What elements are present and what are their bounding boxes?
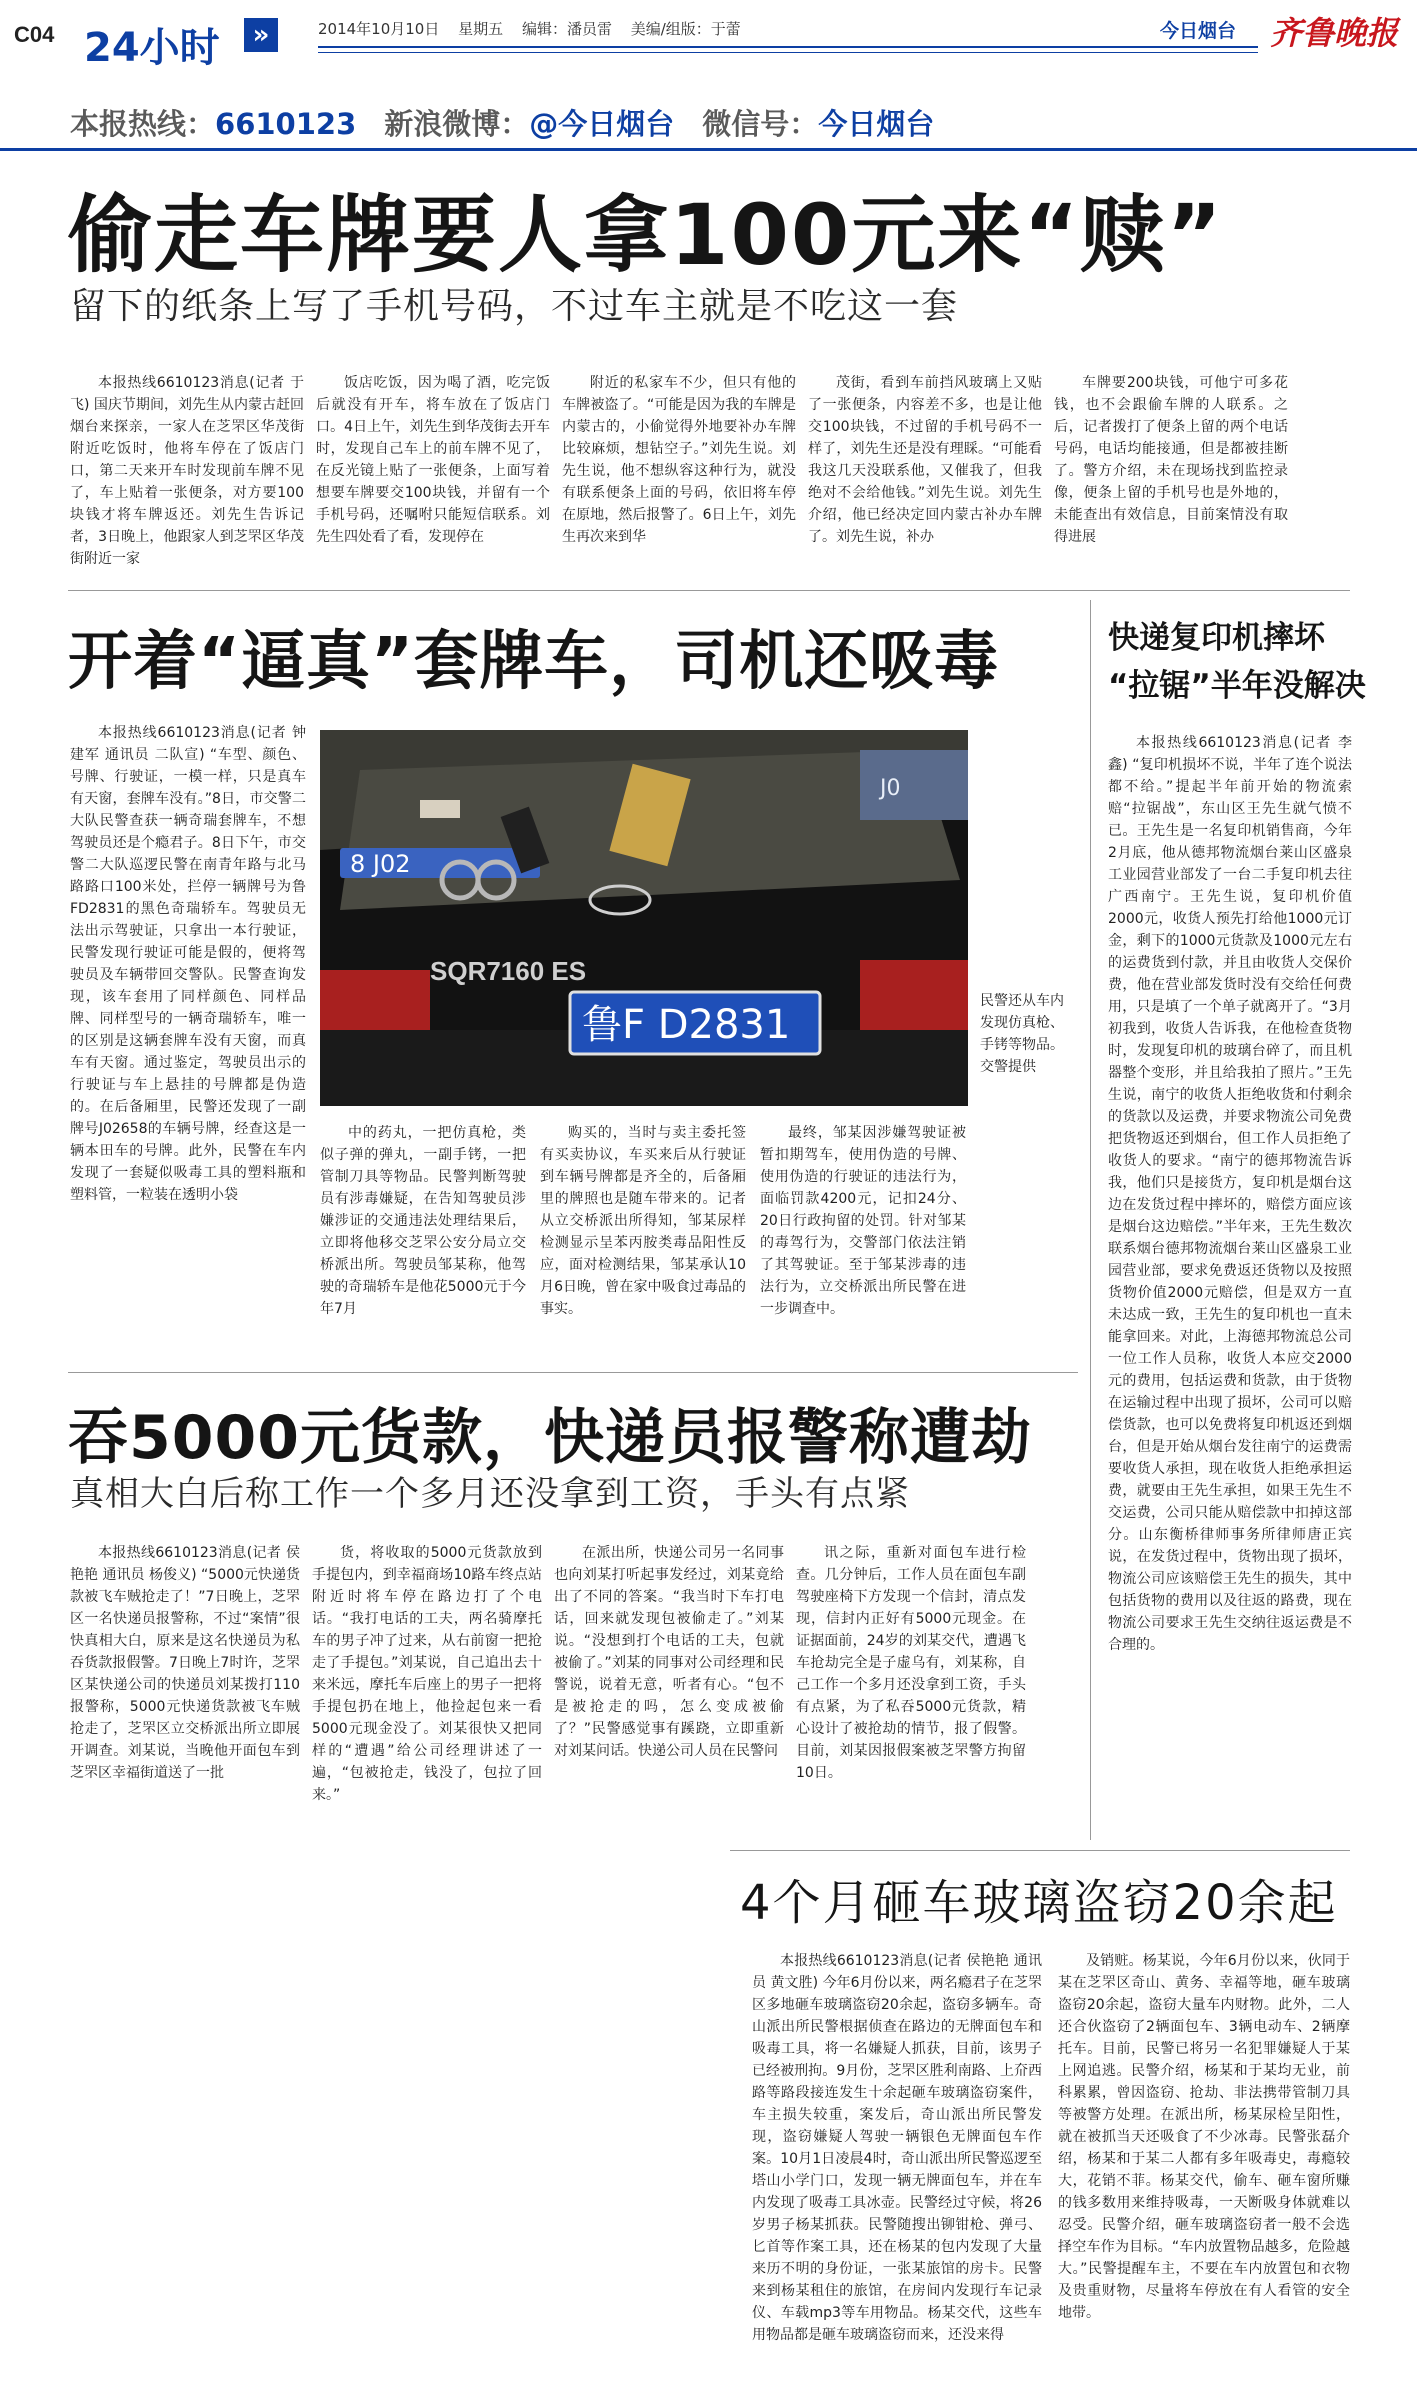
article2-headline: 开着“逼真”套牌车，司机还吸毒	[68, 625, 1000, 699]
article3-subheadline: 真相大白后称工作一个多月还没拿到工资，手头有点紧	[70, 1474, 910, 1514]
hotline-number: 6610123	[215, 107, 357, 141]
side-headline-line1: 快递复印机摔坏	[1108, 620, 1325, 656]
article2-col-left: 本报热线6610123消息(记者 钟建军 通讯员 二队宣) “车型、颜色、号牌、行驶证，一模一样，只是真车有天窗，套牌车没有。”8日，市交警二大队民警查获一辆奇瑞套牌车，不想驾驶员还是个瘾君子。8日下午，市交警二大队巡逻民警在南青年路与北马路路口100米处，拦停一辆牌号为鲁FD2831的黑色奇瑞轿车。驾驶员无法出示驾驶证，只拿出一本行驶证，民警发现行驶证可能是假的，便将驾驶员及车辆带回交警队。民警查询发现，该车套用了同样颜色、同样品牌、同样型号的一辆奇瑞轿车，唯一的区别是这辆套牌车没有天窗，而真车有天窗。通过鉴定，驾驶员出示的行驶证与车上悬挂的号牌都是伪造的。在后备厢里，民警还发现了一副牌号J02658的车辆号牌，经查这是一辆本田车的号牌。此外，民警在车内发现了一套疑似吸毒工具的塑料瓶和塑料管，一粒装在透明小袋	[70, 725, 306, 1203]
license-plate: 鲁F D2831	[582, 1002, 791, 1048]
article1-col-3: 附近的私家车不少，但只有他的车牌被盗了。“可能是因为我的车牌是内蒙古的，小偷觉得外地要补办车牌比较麻烦，想钻空子。”刘先生说。刘先生说，他不想纵容这种行为，就没有联系便条上面的号码，依旧将车停在原地，然后报警了。6日上午，刘先生再次来到华	[562, 375, 796, 545]
header-rule-thin	[318, 52, 1258, 53]
article4-headline: 4个月砸车玻璃盗窃20余起	[740, 1875, 1338, 1931]
article1-subheadline: 留下的纸条上写了手机号码，不过车主就是不吃这一套	[70, 286, 959, 327]
article1-col-1: 本报热线6610123消息(记者 于飞) 国庆节期间，刘先生从内蒙古赶回烟台来探亲，一家人在芝罘区华茂街附近吃饭时，他将车停在了饭店门口，第二天来开车时发现前车牌不见了，车上贴着一张便条，对方要100块钱才将车牌返还。刘先生告诉记者，3日晚上，他跟家人到芝罘区华茂街附近一家	[70, 375, 304, 567]
article2-divider	[68, 1372, 1078, 1373]
weibo-label: 新浪微博：	[384, 107, 530, 141]
hotline-label: 本报热线：	[70, 107, 216, 141]
double-chevron-right-icon: »	[244, 18, 278, 52]
article4-col-2: 及销赃。杨某说，今年6月份以来，伙同于某在芝罘区奇山、黄务、幸福等地，砸车玻璃盗窃20余起，盗窃大量车内财物。此外，二人还合伙盗窃了2辆面包车、3辆电动车、2辆摩托车。目前，民警已将另一名犯罪嫌疑人于某上网追逃。民警介绍，杨某和于某均无业，前科累累，曾因盗窃、抢劫、非法携带管制刀具等被警方处理。在派出所，杨某尿检呈阳性，就在被抓当天还吸食了不少冰毒。民警张磊介绍，杨某和于某二人都有多年吸毒史，毒瘾较大，花销不菲。杨某交代，偷车、砸车窗所赚的钱多数用来维持吸毒，一天断吸身体就难以忍受。民警介绍，砸车玻璃盗窃者一般不会选择空车作为目标。“车内放置物品越多，危险越大。”民警提醒车主，不要在车内放置包和衣物及贵重财物，尽量将车停放在有人看管的安全地带。	[1058, 1953, 1350, 2321]
side-headline-line2: “拉锯”半年没解决	[1108, 668, 1366, 704]
article4-col-1: 本报热线6610123消息(记者 侯艳艳 通讯员 黄文胜) 今年6月份以来，两名瘾君子在芝罘区多地砸车玻璃盗窃20余起，盗窃多辆车。奇山派出所民警根据侦查在路边的无牌面包车和吸毒工具，将一名嫌疑人抓获，目前，该男子已经被刑拘。9月份，芝罘区胜利南路、上夼西路等路段接连发生十余起砸车玻璃盗窃案件，车主损失较重，案发后，奇山派出所民警发现，盗窃嫌疑人驾驶一辆银色无牌面包车作案。10月1日凌晨4时，奇山派出所民警巡逻至塔山小学门口，发现一辆无牌面包车，并在车内发现了吸毒工具冰壶。民警经过守候，将26岁男子杨某抓获。民警随搜出铆钳枪、弹弓、匕首等作案工具，还在杨某的包内发现了大量来历不明的身份证，一张某旅馆的房卡。民警来到杨某租住的旅馆，在房间内发现行车记录仪、车载mp3等车用物品。杨某交代，这些车用物品都是砸车玻璃盗窃而来，还没来得	[752, 1953, 1042, 2343]
car-photo	[320, 730, 968, 1106]
wechat-id: 今日烟台	[818, 107, 935, 141]
svg-text:J0: J0	[880, 776, 901, 801]
contact-bar	[70, 102, 934, 143]
article2-col-4: 最终，邹某因涉嫌驾驶证被暂扣期驾车，使用伪造的号牌、使用伪造的行驶证的违法行为，面临罚款4200元，记扣24分、20日行政拘留的处罚。针对邹某的毒驾行为，交警部门依法注销了其驾驶证。至于邹某涉毒的违法行为，立交桥派出所民警在进一步调查中。	[760, 1125, 966, 1317]
car-rear-illustration	[320, 730, 968, 1106]
contact-bar-rule	[0, 148, 1417, 151]
newspaper-logo: 齐鲁晚报	[1270, 14, 1399, 52]
article1-col-4: 茂街，看到车前挡风玻璃上又贴了一张便条，内容差不多，也是让他交100块钱，不过留的手机号码不一样了，刘先生还是没有理睬。“可能看我这几天没联系他，又催我了，但我绝对不会给他钱。”刘先生说。刘先生介绍，他已经决定回内蒙古补办车牌了。刘先生说，补办	[808, 375, 1042, 545]
article1-divider	[68, 590, 1350, 591]
article3-col-4: 讯之际，重新对面包车进行检查。几分钟后，工作人员在面包车副驾驶座椅下方发现一个信封，清点发现，信封内正好有5000元现金。在证据面前，24岁的刘某交代，遭遇飞车抢劫完全是子虚乌有，刘某称，自己工作一个多月还没拿到工资，手头有点紧，为了私吞5000元货款，精心设计了被抢劫的情节，报了假警。目前，刘某因报假案被芝罘警方拘留10日。	[796, 1545, 1026, 1781]
article3-headline: 吞5000元货款，快递员报警称遭劫	[68, 1403, 1032, 1473]
wechat-label: 微信号：	[702, 107, 819, 141]
article3-col-2: 货，将收取的5000元货款放到手提包内，到幸福商场10路车终点站附近时将车停在路边打了个电话。“我打电话的工夫，两名骑摩托车的男子冲了过来，从右前窗一把抢走了手提包。”刘某说，自己追出去十来米远，摩托车后座上的男子一把将手提包扔在地上，他捡起包来一看5000元现金没了。刘某很快又把同样的“遭遇”给公司经理讲述了一遍，“包被抢走，钱没了，包拉了回来。”	[312, 1545, 542, 1803]
weibo-handle: @今日烟台	[529, 107, 675, 141]
article3-divider	[730, 1850, 1350, 1851]
article2-col-3: 购买的，当时与卖主委托签有买卖协议，车买来后从行驶证到车辆号牌都是齐全的，后备厢里的牌照也是随车带来的。记者从立交桥派出所得知，邹某尿样检测显示呈苯丙胺类毒品阳性反应，面对检测结果，邹某承认10月6日晚，曾在家中吸食过毒品的事实。	[540, 1125, 746, 1317]
side-article-body: 本报热线6610123消息(记者 李鑫) “复印机损坏不说，半年了连个说法都不给。”提起半年前开始的物流索赔“拉锯战”，东山区王先生就气愤不已。王先生是一名复印机销售商，今年2月底，他从德邦物流烟台莱山区盛泉工业园营业部发了一台二手复印机去往广西南宁。王先生说，复印机价值2000元，收货人预先打给他1000元订金，剩下的1000元货款及1000元左右的运费货到付款，并且由收货人交保价费，他在营业部发货时没有交给任何费用，只是填了一个单子就离开了。“3月初我到，收货人告诉我，在他检查货物时，发现复印机的玻璃台碎了，而且机器整个变形，并且给我拍了照片。”王先生说，南宁的收货人拒绝收货和付剩余的货款以及运费，并要求物流公司免费把货物返还到烟台，但工作人员拒绝了收货人的要求。“南宁的德邦物流告诉我，他们只是接货方，复印机是烟台这边在发货过程中摔坏的，赔偿方面应该是烟台这边赔偿。”半年来，王先生数次联系烟台德邦物流烟台莱山区盛泉工业园营业部，要求免费返还货物以及按照货物价值2000元赔偿，但是双方一直未达成一致，王先生的复印机也一直未能拿回来。对此，上海德邦物流总公司一位工作人员称，收货人本应交2000元的费用，包括运费和货款，由于货物在运输过程中出现了损坏，公司可以赔偿货款，也可以免费将复印机返还到烟台，但是开始从烟台发往南宁的运费需要收货人承担，现在收货人拒绝承担运费，就要由王先生承担，如果王先生不交运费，公司只能从赔偿款中扣掉这部分。山东衡桥律师事务所律师唐正宾说，在发货过程中，货物出现了损坏，物流公司应该赔偿王先生的损失，其中包括货物的费用以及往返的路费，现在物流公司要求王先生交纳往返运费是不合理的。	[1108, 735, 1352, 1653]
page-code: C04	[14, 22, 55, 47]
car-model-badge: SQR7160 ES	[430, 956, 587, 986]
side-column-divider	[1090, 600, 1091, 1840]
issue-date: 2014年10月10日	[318, 20, 440, 38]
editor-credit: 编辑：潘员雷	[521, 20, 612, 38]
issue-meta	[318, 18, 755, 39]
issue-weekday: 星期五	[458, 20, 504, 38]
header-rule	[318, 46, 1258, 48]
section-name: 24小时	[84, 25, 220, 71]
article3-col-3: 在派出所，快递公司另一名同事也向刘某打听起事发经过，刘某竟给出了不同的答案。“我当时下车打电话，回来就发现包被偷走了。”刘某说。“没想到打个电话的工夫，包就被偷了。”刘某的同事对公司经理和民警说，说着无意，听者有心。“包不是被抢走的吗，怎么变成被偷了？”民警感觉事有蹊跷，立即重新对刘某问话。快递公司人员在民警问	[554, 1545, 784, 1759]
edition-name: 今日烟台	[1160, 20, 1237, 42]
article1-col-5: 车牌要200块钱，可他宁可多花钱，也不会跟偷车牌的人联系。之后，记者拨打了便条上留的两个电话号码，电话均能接通，但是都被挂断了。警方介绍，未在现场找到监控录像，便条上留的手机号也是外地的，未能查出有效信息，目前案情没有取得进展	[1054, 375, 1288, 545]
article3-col-1: 本报热线6610123消息(记者 侯艳艳 通讯员 杨俊义) “5000元快递货款被飞车贼抢走了！”7日晚上，芝罘区一名快递员报警称，不过“案情”很快真相大白，原来是这名快递员为私吞货款报假警。7日晚上7时许，芝罘区某快递公司的快递员刘某拨打110报警称，5000元快递货款被飞车贼抢走了，芝罘区立交桥派出所立即展开调查。刘某说，当晚他开面包车到芝罘区幸福街道送了一批	[70, 1545, 300, 1781]
designer-credit: 美编/组版：于蕾	[630, 20, 741, 38]
article2-col-2: 中的药丸，一把仿真枪，类似子弹的弹丸，一副手铐，一把管制刀具等物品。民警判断驾驶员有涉毒嫌疑，在告知驾驶员涉嫌涉证的交通违法处理结果后，立即将他移交芝罘公安分局立交桥派出所。驾驶员邹某称，他驾驶的奇瑞轿车是他花5000元于今年7月	[320, 1125, 526, 1317]
article1-col-2: 饭店吃饭，因为喝了酒，吃完饭后就没有开车，将车放在了饭店门口。4日上午，刘先生到华茂街去开车时，发现自己车上的前车牌不见了，在反光镜上贴了一张便条，上面写着想要车牌要交100块钱，并留有一个手机号码，还嘱咐只能短信联系。刘先生四处看了看，发现停在	[316, 375, 550, 545]
photo-caption: 民警还从车内发现仿真枪、手铐等物品。交警提供	[980, 993, 1064, 1075]
svg-text:8 J02: 8 J02	[350, 850, 411, 878]
page-header	[0, 0, 1417, 95]
article1-headline: 偷走车牌要人拿100元来“赎”	[68, 186, 1224, 284]
